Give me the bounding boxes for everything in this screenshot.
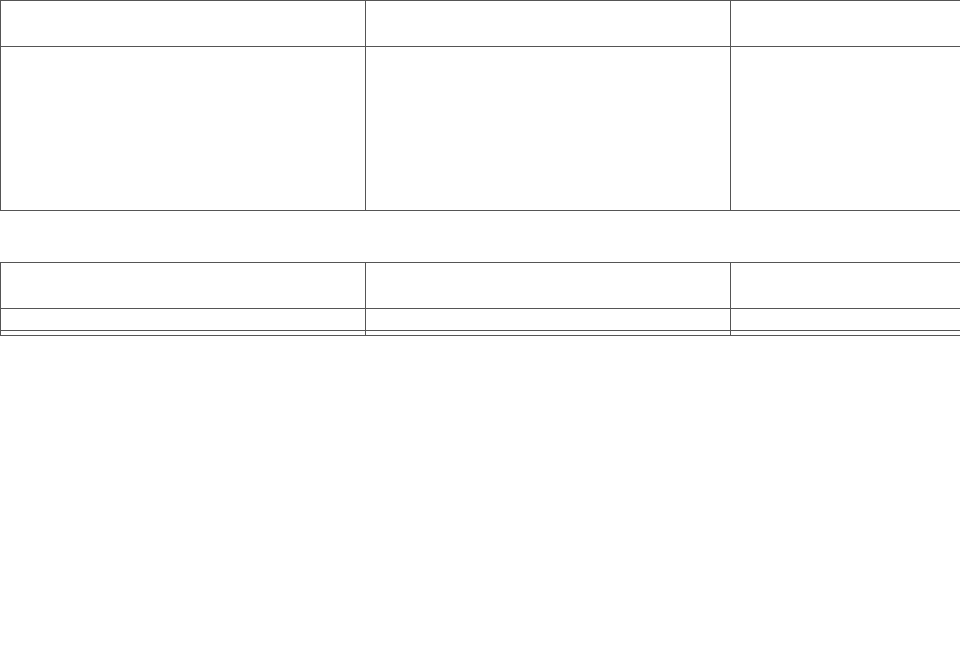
top-header-outcomes bbox=[1, 1, 366, 47]
bottom-notes-content bbox=[731, 331, 960, 336]
bottom-outcomes-content bbox=[1, 331, 366, 336]
top-table bbox=[0, 0, 960, 211]
bottom-header-outcomes bbox=[1, 263, 366, 309]
bottom-section-notes bbox=[731, 309, 960, 331]
bottom-header-curriculum bbox=[366, 263, 731, 309]
bottom-section-left bbox=[1, 309, 366, 331]
top-notes-cell bbox=[731, 47, 960, 211]
top-outcomes-cell bbox=[1, 47, 366, 211]
top-header-notes bbox=[731, 1, 960, 47]
bottom-header-notes bbox=[731, 263, 960, 309]
top-curriculum-cell bbox=[366, 47, 731, 211]
top-header-curriculum bbox=[366, 1, 731, 47]
bottom-table bbox=[0, 262, 960, 336]
bottom-section-right bbox=[366, 309, 731, 331]
bottom-curriculum-content bbox=[366, 331, 731, 336]
